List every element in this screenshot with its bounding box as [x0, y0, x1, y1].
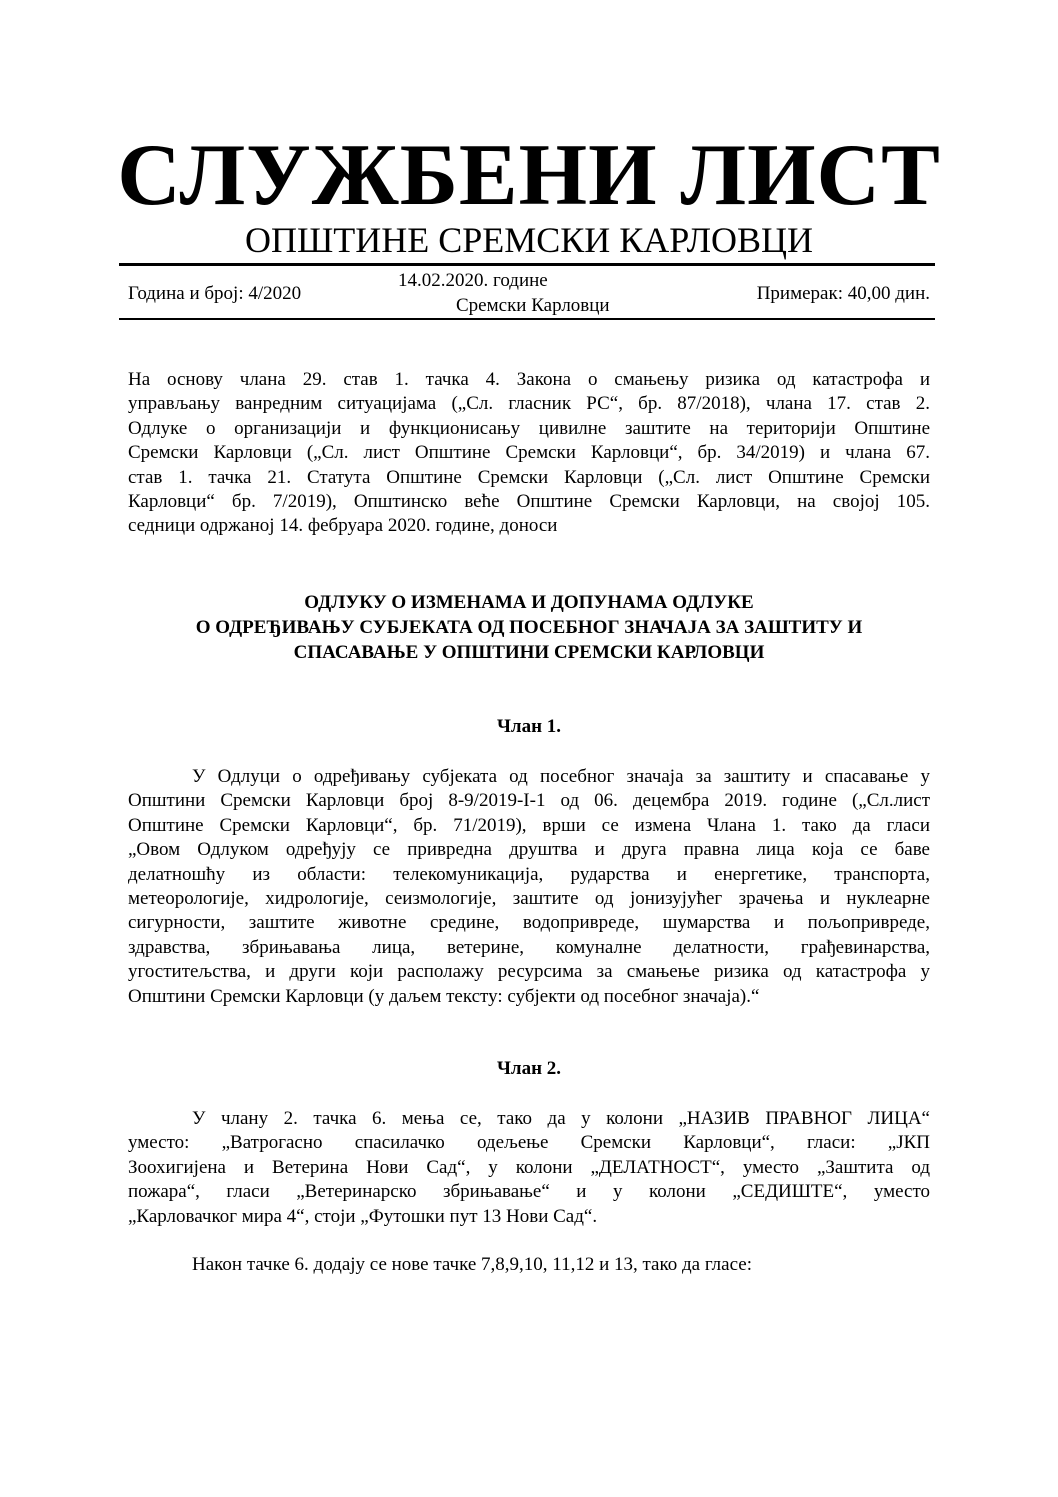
issue-number: Година и број: 4/2020 — [128, 283, 302, 304]
article-2-line: „Карловачког мира 4“, стоји „Футошки пут 13 Нови Сад“. — [128, 1205, 598, 1227]
article-2-line: уместо: „Ватрогасно спасилачко одељење Сремски Карловци“, гласи: „ЈКП — [128, 1132, 930, 1154]
decision-title — [0, 590, 1058, 665]
article-1-heading: Члан 1. — [496, 716, 562, 737]
preamble-line: Одлуке о организацији и функционисању цивилне заштите на територији Општине — [128, 417, 930, 439]
article-1-line: здравства, збрињавања лица, ветерине, комуналне делатности, грађевинарства, — [128, 936, 930, 958]
gazette-title: СЛУЖБЕНИ ЛИСТ — [117, 127, 941, 224]
article-1-line: У Одлуци о одређивању субјеката од посебног значаја за заштиту и спасавање у — [192, 766, 930, 787]
article-1-line: „Овом Одлуком одређују се привредна друштва и друга правна лица која се баве — [128, 839, 930, 861]
preamble-line: став 1. тачка 21. Статута Општине Сремски Карловци („Сл. лист Општине Сремски — [128, 466, 930, 488]
preamble-line: Карловци“ бр. 7/2019), Општинско веће Општине Сремски Карловци, на својој 105. — [128, 491, 930, 513]
masthead-bottom-rule — [119, 318, 935, 320]
article-2-heading: Члан 2. — [496, 1058, 562, 1079]
issue-place: Сремски Карловци — [456, 295, 610, 316]
article-1-line: угоститељства, и други који располажу ресурсима за смањење ризика од катастрофа у — [128, 961, 930, 983]
preamble-line: На основу члана 29. став 1. тачка 4. Закона о смањењу ризика од катастрофа и — [128, 369, 930, 390]
issue-date: 14.02.2020. године — [398, 270, 548, 291]
article-1-line: Општине Сремски Карловци“, бр. 71/2019), врши се измена Члана 1. тако да гласи — [128, 814, 930, 836]
preamble-line: седници одржаној 14. фебруара 2020. године, доноси — [128, 515, 558, 537]
article-1-line: сигурности, заштите животне средине, водопривреде, шумарства и пољопривреде, — [128, 912, 930, 934]
masthead-top-rule — [119, 263, 935, 266]
article-1-line: метеорологије, хидрологије, сеизмологије, заштите од јонизујућег зрачења и нуклеарне — [128, 888, 930, 910]
preamble-line: Сремски Карловци („Сл. лист Општине Сремски Карловци“, бр. 34/2019) и члана 67. — [128, 442, 930, 464]
article-1-line: Општини Сремски Карловци број 8-9/2019-I-1 од 06. децембра 2019. године („Сл.лист — [128, 790, 930, 812]
gazette-subtitle: ОПШТИНЕ СРЕМСКИ КАРЛОВЦИ — [244, 220, 814, 260]
decision-title-line: СПАСАВАЊЕ У ОПШТИНИ СРЕМСКИ КАРЛОВЦИ — [293, 642, 765, 663]
preamble-line: управљању ванредним ситуацијама („Сл. гласник РС“, бр. 87/2018), члана 17. став 2. — [128, 393, 930, 415]
article-1-line: Општини Сремски Карловци (у даљем тексту: субјекти од посебног значаја).“ — [128, 985, 760, 1007]
article-2-paragraph — [128, 1107, 930, 1229]
article-2-addendum-line: Након тачке 6. додају се нове тачке 7,8,9,10, 11,12 и 13, тако да гласе: — [192, 1254, 752, 1275]
issue-price: Примерак: 40,00 дин. — [756, 283, 930, 304]
article-2-line: У члану 2. тачка 6. мења се, тако да у колони „НАЗИВ ПРАВНОГ ЛИЦА“ — [192, 1108, 930, 1129]
article-1-line: делатношћу из области: телекомуникација, рударства и енергетике, транспорта, — [128, 863, 930, 885]
decision-title-line: О ОДРЕЂИВАЊУ СУБЈЕКАТА ОД ПОСЕБНОГ ЗНАЧАЈА ЗА ЗАШТИТУ И — [195, 617, 863, 638]
decision-title-line: ОДЛУКУ О ИЗМЕНАМА И ДОПУНАМА ОДЛУКЕ — [304, 592, 754, 613]
article-2-line: Зоохигијена и Ветерина Нови Сад“, у колони „ДЕЛАТНОСТ“, уместо „Заштита од — [128, 1156, 930, 1178]
preamble-paragraph — [128, 368, 930, 539]
article-2-addendum — [128, 1253, 930, 1277]
article-2-line: пожара“, гласи „Ветеринарско збрињавање“ и у колони „СЕДИШТЕ“, уместо — [128, 1181, 930, 1203]
article-1-paragraph — [128, 765, 930, 1009]
